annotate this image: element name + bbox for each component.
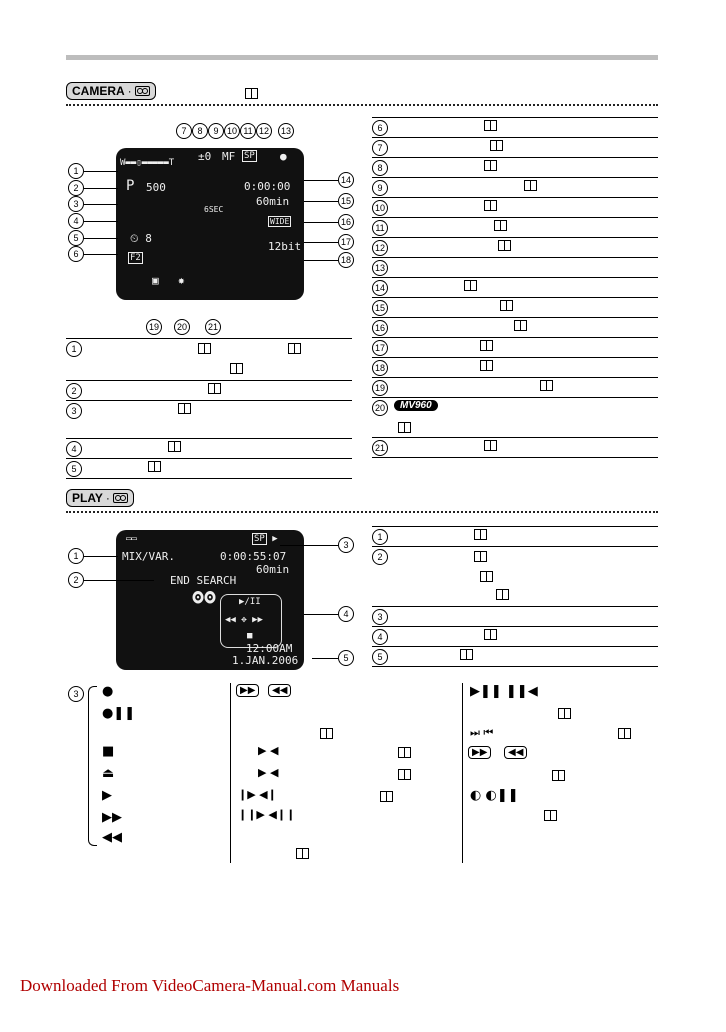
- book-icon: [296, 848, 309, 859]
- table-row: [66, 381, 352, 401]
- f2-indicator: F2: [130, 253, 141, 263]
- light-icon: ✸: [178, 274, 185, 287]
- book-icon: [398, 769, 411, 780]
- callout-13: 13: [278, 123, 294, 139]
- sp-play-indicator: SP ▶: [254, 534, 278, 544]
- table-row: [372, 607, 658, 627]
- time-code: 0:00:55:07: [220, 550, 287, 563]
- clock: 12:00AM: [246, 642, 293, 655]
- table-row: [372, 318, 658, 338]
- tape-remaining: 60min: [256, 563, 290, 576]
- table-row: [372, 298, 658, 318]
- camera-mode-badge: CAMERA ·: [66, 82, 156, 100]
- row-number: 4: [66, 441, 82, 457]
- callout-2: 2: [68, 180, 84, 196]
- exposure-value: ±0: [198, 150, 212, 163]
- book-icon: [484, 120, 497, 131]
- camera-badge-label: CAMERA: [72, 84, 125, 98]
- book-icon: [484, 440, 497, 451]
- tape-remaining: 60min: [256, 195, 290, 208]
- book-icon: [148, 461, 161, 472]
- table-row: [372, 547, 658, 607]
- table-row: [66, 459, 352, 479]
- row-number: 14: [372, 280, 388, 296]
- callout-3: 3: [338, 537, 354, 553]
- slow-play-icons: ❙▶ ◀❙: [238, 788, 277, 801]
- ff-button-icon: ▶▶: [468, 746, 491, 759]
- stop-label: ■: [247, 631, 253, 641]
- table-row: [66, 339, 352, 381]
- rew-button-icon: ◀◀: [268, 684, 291, 697]
- play-badge-label: PLAY: [72, 491, 103, 505]
- table-row: [372, 627, 658, 647]
- book-icon: [398, 747, 411, 758]
- row-number: 16: [372, 320, 388, 336]
- row-number: 21: [372, 440, 388, 456]
- book-icon: [474, 551, 487, 562]
- table-row: [372, 218, 658, 238]
- header-bar: [66, 55, 658, 60]
- skip-icons: ⏭ ⏮: [470, 726, 494, 739]
- book-icon: [474, 529, 487, 540]
- table-row: [372, 158, 658, 178]
- audio-mode: 12bit: [268, 240, 302, 253]
- table-row: [372, 527, 658, 547]
- book-icon: [460, 649, 473, 660]
- tape-icon: ▭▭: [126, 534, 137, 544]
- book-icon: [320, 728, 333, 739]
- self-timer-count: 8: [145, 232, 152, 245]
- stop-icon: ■: [102, 744, 115, 759]
- row-number: 15: [372, 300, 388, 316]
- wide-mode: WIDE: [270, 217, 290, 226]
- play-pause-icons: ▶❚❚ ❚❚◀: [470, 684, 538, 699]
- row-number: 9: [372, 180, 388, 196]
- book-icon: [552, 770, 565, 781]
- legend-callout-3: 3: [68, 686, 84, 702]
- record-icon: ●: [102, 684, 114, 699]
- column-divider: [230, 683, 231, 863]
- frame-advance-icons: ▶ ◀: [258, 744, 279, 757]
- book-icon: [198, 343, 211, 354]
- leader-line: [84, 580, 154, 581]
- book-icon: [178, 403, 191, 414]
- book-icon: [484, 629, 497, 640]
- row-number: 12: [372, 240, 388, 256]
- leader-line: [304, 201, 338, 202]
- callout-16: 16: [338, 214, 354, 230]
- row-number: 2: [66, 383, 82, 399]
- book-icon: [618, 728, 631, 739]
- callout-18: 18: [338, 252, 354, 268]
- book-icon: [494, 220, 507, 231]
- leader-line: [312, 658, 338, 659]
- play-mode-badge: PLAY ·: [66, 489, 134, 507]
- row-number: 4: [372, 629, 388, 645]
- callout-17: 17: [338, 234, 354, 250]
- time-code: 0:00:00: [244, 180, 291, 193]
- footer-link[interactable]: Downloaded From VideoCamera-Manual.com Manuals: [20, 976, 400, 995]
- shutter-sec: 6SEC: [204, 205, 224, 214]
- row-number: 8: [372, 160, 388, 176]
- book-icon: [524, 180, 537, 191]
- leader-line: [304, 242, 338, 243]
- book-icon: [484, 160, 497, 171]
- date: 1.JAN.2006: [232, 654, 299, 667]
- callout-14: 14: [338, 172, 354, 188]
- callout-4: 4: [68, 213, 84, 229]
- sp-mode: SP: [244, 151, 255, 161]
- end-search: END SEARCH: [170, 574, 237, 587]
- column-divider: [462, 683, 463, 863]
- record-pause-icon: ●❚❚: [102, 706, 136, 721]
- book-icon: [398, 422, 411, 433]
- callout-10: 10: [224, 123, 240, 139]
- eject-icon: ⏏: [102, 766, 115, 781]
- mv960-badge: MV960: [394, 400, 438, 411]
- leader-line: [280, 545, 338, 546]
- slow-reverse-icons: ❙❙▶ ◀❙❙: [238, 808, 296, 821]
- book-icon: [498, 240, 511, 251]
- book-icon: [544, 810, 557, 821]
- table-row: [372, 398, 658, 438]
- leader-line: [84, 254, 118, 255]
- table-row: [372, 138, 658, 158]
- program-mode: P: [126, 178, 135, 194]
- play-lcd-screen: [116, 530, 304, 670]
- callout-6: 6: [68, 246, 84, 262]
- fast-forward-icon: ▶▶: [102, 810, 122, 825]
- book-icon: [168, 441, 181, 452]
- row-number: 10: [372, 200, 388, 216]
- callout-11: 11: [240, 123, 256, 139]
- self-timer: ⏲ 8: [130, 232, 152, 245]
- table-row: [372, 378, 658, 398]
- callout-7: 7: [176, 123, 192, 139]
- leader-line: [84, 188, 118, 189]
- camera-lcd-screen: [116, 148, 304, 300]
- row-number: 17: [372, 340, 388, 356]
- table-row: [372, 358, 658, 378]
- callout-19: 19: [146, 319, 162, 335]
- leader-line: [84, 204, 118, 205]
- row-number: 3: [66, 403, 82, 419]
- table-row: [372, 647, 658, 667]
- book-icon: [490, 140, 503, 151]
- manual-focus: MF: [222, 150, 236, 163]
- callout-4: 4: [338, 606, 354, 622]
- rew-button-icon: ◀◀: [504, 746, 527, 759]
- row-number: 3: [372, 609, 388, 625]
- callout-15: 15: [338, 193, 354, 209]
- ff-button-icon: ▶▶: [236, 684, 259, 697]
- audio-mix: MIX/VAR.: [122, 550, 175, 563]
- table-row: [372, 438, 658, 458]
- table-row: [372, 238, 658, 258]
- table-row: [372, 178, 658, 198]
- leader-line: [84, 238, 118, 239]
- leader-line: [84, 171, 118, 172]
- row-number: 18: [372, 360, 388, 376]
- lock-icon: ▣: [152, 274, 159, 287]
- row-number: 2: [372, 549, 388, 565]
- book-icon: [380, 791, 393, 802]
- frame-reverse-icons: ▶ ◀: [258, 766, 279, 779]
- audio-dub-icons: ◐ ◐❚❚: [470, 788, 519, 803]
- callout-1: 1: [68, 548, 84, 564]
- row-number: 1: [66, 341, 82, 357]
- rewind-icon: ◀◀: [102, 830, 122, 845]
- book-icon: [480, 360, 493, 371]
- table-row: [66, 439, 352, 459]
- tape-icon: [113, 493, 128, 503]
- table-row: [372, 118, 658, 138]
- row-number: 5: [66, 461, 82, 477]
- row-number: 7: [372, 140, 388, 156]
- callout-2: 2: [68, 572, 84, 588]
- leader-line: [84, 221, 118, 222]
- row-number: 11: [372, 220, 388, 236]
- leader-line: [304, 260, 338, 261]
- book-icon: [464, 280, 477, 291]
- dotted-divider: [66, 511, 658, 513]
- table-row: [372, 278, 658, 298]
- row-number: 13: [372, 260, 388, 276]
- callout-9: 9: [208, 123, 224, 139]
- row-number: 1: [372, 529, 388, 545]
- row-number: 19: [372, 380, 388, 396]
- callout-12: 12: [256, 123, 272, 139]
- leader-line: [304, 614, 338, 615]
- table-row: [372, 258, 658, 278]
- joystick-guide: [220, 594, 282, 648]
- play-icon: ▶: [102, 788, 112, 803]
- book-icon: [496, 589, 509, 600]
- callout-5: 5: [68, 230, 84, 246]
- tape-icon: [135, 86, 150, 96]
- dotted-divider: [66, 104, 658, 106]
- callout-8: 8: [192, 123, 208, 139]
- rewind-ff-label: ◀◀ ✥ ▶▶: [225, 615, 263, 625]
- book-icon: [558, 708, 571, 719]
- book-icon: [230, 363, 243, 374]
- book-icon: [540, 380, 553, 391]
- leader-line: [304, 180, 338, 181]
- callout-21: 21: [205, 319, 221, 335]
- callout-3: 3: [68, 196, 84, 212]
- book-icon: [208, 383, 221, 394]
- leader-line: [84, 556, 118, 557]
- zoom-bar: W▬▬▯▬▬▬▬▬T: [120, 158, 175, 168]
- row-number: 20: [372, 400, 388, 416]
- callout-1: 1: [68, 163, 84, 179]
- play-pause-label: ▶/II: [239, 597, 261, 607]
- row-number: 5: [372, 649, 388, 665]
- sp-mode: SP: [254, 534, 265, 544]
- book-icon: [480, 340, 493, 351]
- row-number: 6: [372, 120, 388, 136]
- book-icon: [514, 320, 527, 331]
- record-dot: ●: [280, 150, 287, 163]
- table-row: [372, 198, 658, 218]
- book-icon: [484, 200, 497, 211]
- table-row: [66, 401, 352, 439]
- legend-brace: [88, 686, 97, 846]
- leader-line: [304, 222, 338, 223]
- shutter-speed: 500: [146, 181, 166, 194]
- tape-reel-icon: ʘʘ: [192, 584, 217, 608]
- book-icon: [500, 300, 513, 311]
- callout-5: 5: [338, 650, 354, 666]
- callout-20: 20: [174, 319, 190, 335]
- table-row: [372, 338, 658, 358]
- book-icon: [245, 88, 258, 99]
- book-icon: [480, 571, 493, 582]
- book-icon: [288, 343, 301, 354]
